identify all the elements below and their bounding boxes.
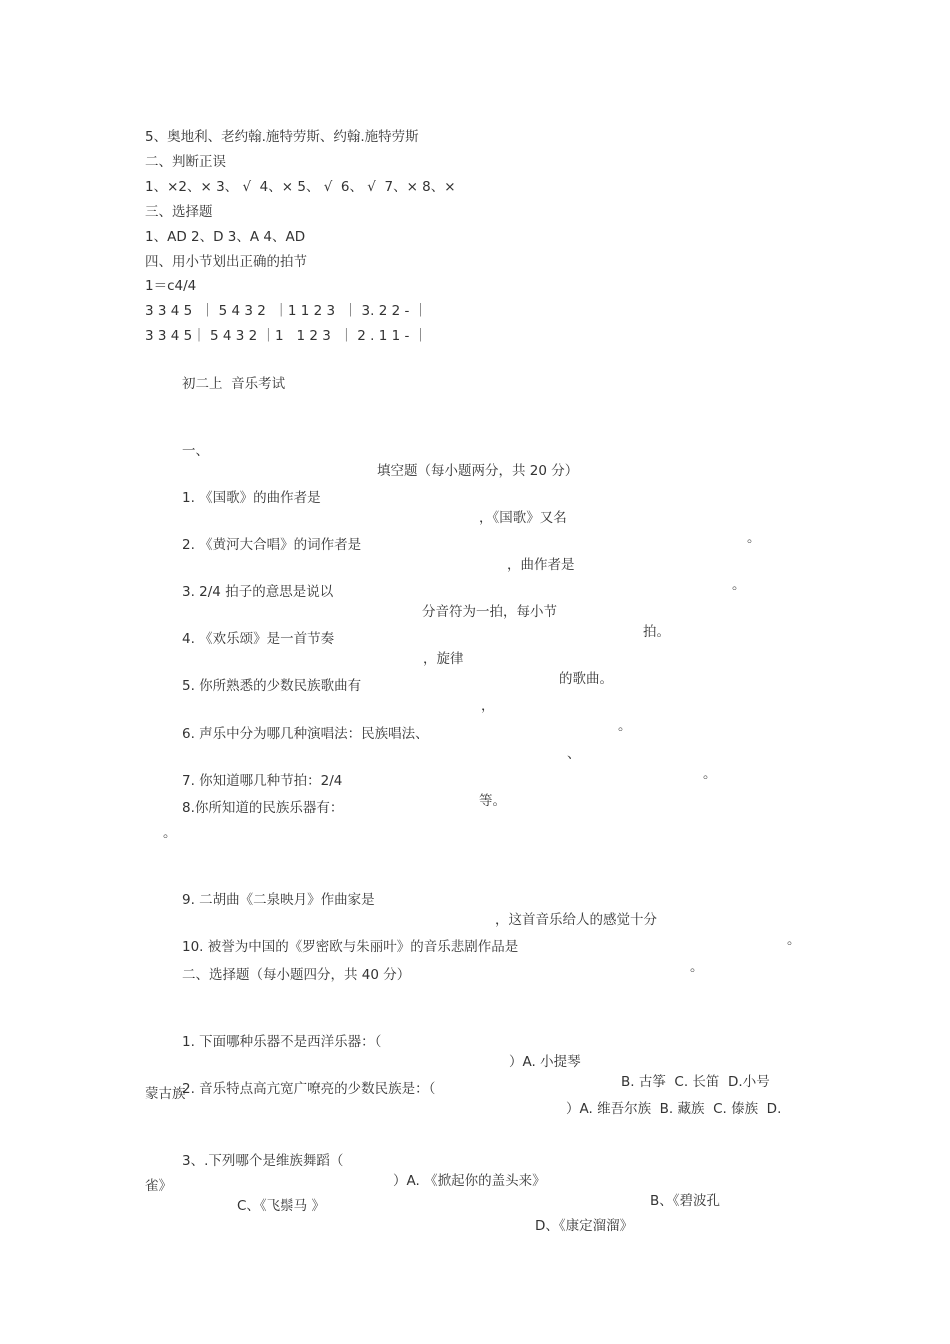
notation-line-1: 3 3 4 5 ｜ 5 4 3 2 ｜1 1 2 3 ｜ 3. 2 2 - ｜ <box>145 303 428 319</box>
exam-title: 初二上 音乐考试 <box>182 376 286 392</box>
q2-end: 。 <box>732 577 746 593</box>
notation-line-2: 3 3 4 5｜ 5 4 3 2 ｜1 1 2 3 ｜ 2 . 1 1 - ｜ <box>145 328 428 344</box>
q5-text: 5. 你所熟悉的少数民族歌曲有 <box>182 678 362 694</box>
q10-end: 。 <box>690 959 704 975</box>
c1-text: 1. 下面哪种乐器不是西洋乐器：（ <box>182 1034 382 1050</box>
fill-question-8: 8.你所知道的民族乐器有： <box>182 800 344 816</box>
q2-text: 2. 《黄河大合唱》的词作者是 <box>182 537 362 553</box>
q5-end: 。 <box>618 718 632 734</box>
key-signature: 1＝c4/4 <box>145 278 197 294</box>
q1-text-b: ，《国歌》又名 <box>479 510 567 526</box>
q10-text: 10. 被誉为中国的《罗密欧与朱丽叶》的音乐悲剧作品是 <box>182 939 519 955</box>
q4-text-b: ，旋律 <box>423 651 464 667</box>
section2-title: 二、判断正误 <box>145 154 226 170</box>
q6-text: 6. 声乐中分为哪几种演唱法：民族唱法、 <box>182 726 429 742</box>
section3-title: 三、选择题 <box>145 204 213 220</box>
c1-option-a: ）A. 小提琴 <box>509 1054 581 1070</box>
q7-text: 7. 你知道哪几种节拍：2/4 <box>182 773 343 789</box>
c3-text: 3、.下列哪个是维族舞蹈（ <box>182 1153 344 1169</box>
q9-text: 9. 二胡曲《二泉映月》作曲家是 <box>182 892 375 908</box>
c1-options-bcd: B. 古筝 C. 长笛 D.小号 <box>621 1074 770 1090</box>
c3-option-c: C、《飞鬃马 》 <box>237 1198 325 1214</box>
q4-end: 的歌曲。 <box>559 671 613 687</box>
section3-answers: 1、AD 2、D 3、A 4、AD <box>145 229 306 245</box>
q3-text: 3. 2/4 拍子的意思是说以 <box>182 584 334 600</box>
c2-text: 2. 音乐特点高亢宽广嘹亮的少数民族是：（ <box>182 1081 436 1097</box>
part1-heading: 填空题（每小题两分，共 20 分） <box>377 463 579 479</box>
q7-end: 等。 <box>479 793 506 809</box>
c3-option-d: D、《康定溜溜》 <box>535 1218 634 1234</box>
part2-heading: 二、选择题（每小题四分，共 40 分） <box>182 967 411 983</box>
section4-title: 四、用小节划出正确的拍节 <box>145 254 307 270</box>
q4-text: 4. 《欢乐颂》是一首节奏 <box>182 631 335 647</box>
c2-option-d-wrap: 蒙古族 <box>145 1086 186 1102</box>
q9-text-b: ，这首音乐给人的感觉十分 <box>495 912 657 928</box>
c3-option-a: ）A. 《掀起你的盖头来》 <box>393 1173 546 1189</box>
section2-answers: 1、×2、× 3、 √ 4、× 5、 √ 6、 √ 7、× 8、× <box>145 179 456 195</box>
q2-text-b: ，曲作者是 <box>507 557 575 573</box>
c3-option-b-end: 雀》 <box>145 1178 172 1194</box>
q1-end: 。 <box>747 530 761 546</box>
q6-end: 。 <box>703 766 717 782</box>
q3-end: 拍。 <box>643 624 670 640</box>
q9-end: 。 <box>787 932 801 948</box>
q1-text: 1. 《国歌》的曲作者是 <box>182 490 321 506</box>
answer-line-5: 5、奥地利、老约翰.施特劳斯、约翰.施特劳斯 <box>145 129 419 145</box>
q6-sep: 、 <box>567 746 581 762</box>
c3-option-b: B、《碧波孔 <box>650 1193 721 1209</box>
q3-text-b: 分音符为一拍，每小节 <box>422 604 557 620</box>
part1-number: 一、 <box>182 443 209 459</box>
q5-comma: ， <box>481 698 495 714</box>
q8-end: 。 <box>163 825 177 841</box>
c2-options: ）A. 维吾尔族 B. 藏族 C. 傣族 D. <box>566 1101 782 1117</box>
